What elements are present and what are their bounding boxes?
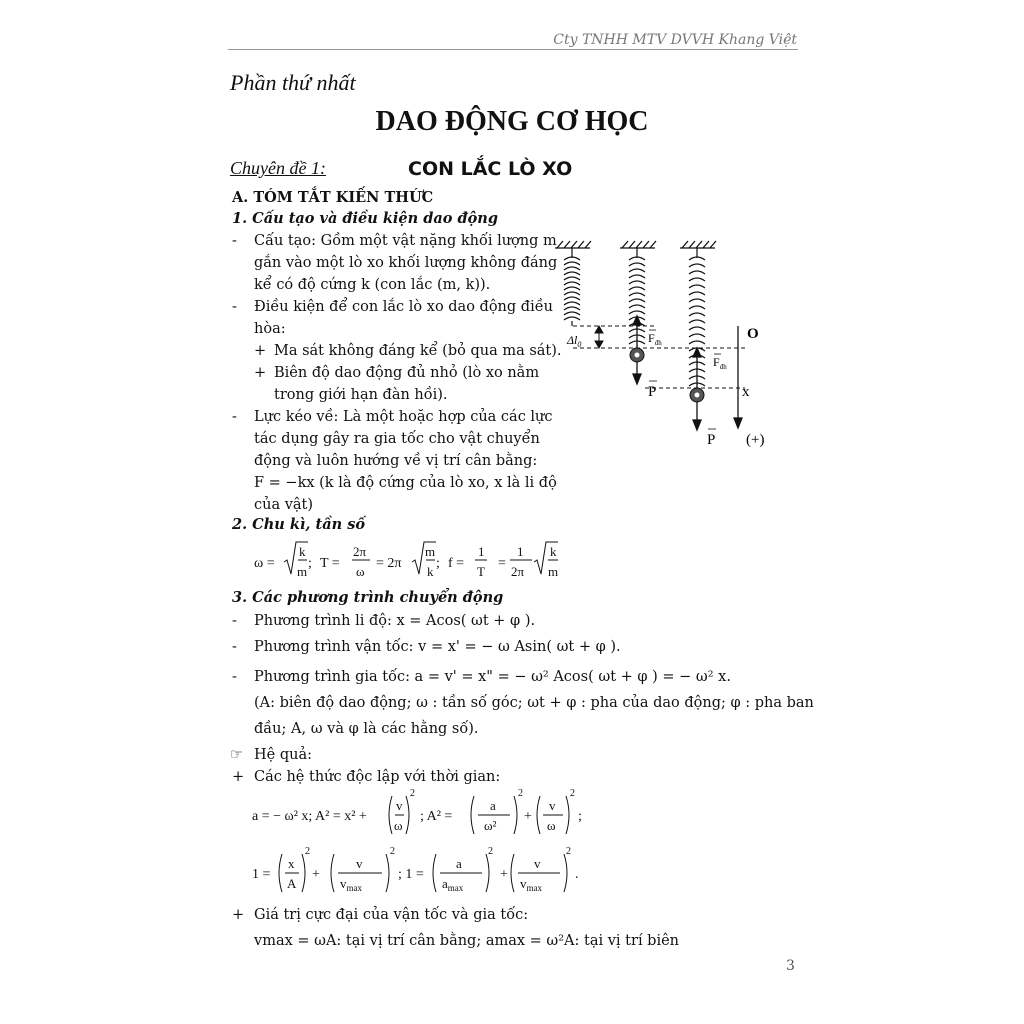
force-line-4: F = −kx (k là độ cứng của lò xo, x là li độ <box>254 475 557 491</box>
bullet-plus: + <box>232 769 245 785</box>
weight-label-2: P <box>707 432 716 448</box>
notation-line-1: (A: biên độ dao động; ω : tần số góc; ωt + φ : pha của dao động; φ : pha ban <box>254 695 814 711</box>
positive-direction-label: (+) <box>746 432 765 448</box>
svg-text:= 2π: = 2π <box>376 556 402 571</box>
svg-text:a: a <box>490 798 496 813</box>
force-line-2: tác dụng gây ra gia tốc cho vật chuyển <box>254 431 540 447</box>
bullet-plus: + <box>254 343 267 359</box>
elastic-force-label-2: $F_{đh}$ <box>713 355 727 371</box>
pointing-hand-icon: ☞ <box>230 747 243 763</box>
x-axis-label: x <box>742 384 750 400</box>
section-1-heading: 1. Cấu tạo và điều kiện dao động <box>232 210 498 227</box>
svg-text:k: k <box>427 564 434 579</box>
svg-text:a = − ω² x; A² = x² +: a = − ω² x; A² = x² + <box>252 809 367 824</box>
condition-item-1: Ma sát không đáng kể (bỏ qua ma sát). <box>274 343 562 359</box>
svg-text:2π: 2π <box>511 564 525 579</box>
svg-text:v: v <box>549 798 556 813</box>
svg-text:+: + <box>524 809 532 824</box>
svg-text:;: ; <box>308 556 312 571</box>
condition-item-3: trong giới hạn đàn hồi). <box>274 387 448 403</box>
bullet-dash: - <box>232 299 237 315</box>
svg-text:ω: ω <box>547 818 556 833</box>
svg-text:2: 2 <box>566 846 571 857</box>
svg-text:k: k <box>299 544 306 559</box>
bullet-dash: - <box>232 613 237 629</box>
bullet-dash: - <box>232 639 237 655</box>
svg-text:m: m <box>425 544 436 559</box>
svg-text:v: v <box>396 798 403 813</box>
svg-text:2: 2 <box>570 788 575 799</box>
section-3-heading: 3. Các phương trình chuyển động <box>232 589 504 606</box>
topic-label: Chuyên đề 1: <box>230 158 326 178</box>
svg-text:ω²: ω² <box>484 818 497 833</box>
condition-item-2: Biên độ dao động đủ nhỏ (lò xo nằm <box>274 365 540 381</box>
svg-text:m: m <box>548 564 559 579</box>
svg-text:2: 2 <box>410 788 415 799</box>
section-a-heading: A. TÓM TẮT KIẾN THỨC <box>232 189 434 206</box>
header-rule <box>228 49 798 50</box>
condition-line-2: hòa: <box>254 321 286 337</box>
svg-text:f =: f = <box>448 556 465 571</box>
svg-text:v: v <box>534 856 541 871</box>
svg-text:a: a <box>456 856 462 871</box>
acceleration-equation: Phương trình gia tốc: a = v' = x" = − ω² Acos( ωt + φ ) = − ω² x. <box>254 669 731 685</box>
period-frequency-formula <box>252 540 582 584</box>
svg-text:v: v <box>356 856 363 871</box>
bullet-dash: - <box>232 409 237 425</box>
svg-text:T: T <box>477 564 485 579</box>
svg-text:2: 2 <box>518 788 523 799</box>
force-line-1: Lực kéo về: Là một hoặc hợp của các lực <box>254 409 553 425</box>
max-values-line: vmax = ωA: tại vị trí cân bằng; amax = ω²A: tại vị trí biên <box>254 933 680 949</box>
part-label: Phần thứ nhất <box>230 70 356 95</box>
svg-text:.: . <box>575 867 579 882</box>
independent-relations-label: Các hệ thức độc lập với thời gian: <box>254 769 501 785</box>
page-title: DAO ĐỘNG CƠ HỌC <box>375 106 649 137</box>
svg-text:ω =: ω = <box>254 556 275 571</box>
independent-relations-formulas <box>250 788 610 900</box>
svg-text:ω: ω <box>394 818 403 833</box>
svg-text:;: ; <box>436 556 440 571</box>
max-values-label: Giá trị cực đại của vận tốc và gia tốc: <box>254 907 529 923</box>
svg-text:+: + <box>312 867 320 882</box>
svg-text:; 1 =: ; 1 = <box>398 867 424 882</box>
svg-text:k: k <box>550 544 557 559</box>
svg-text:vmax: $v_{max}$ <box>520 876 542 893</box>
bullet-dash: - <box>232 233 237 249</box>
svg-text:2: 2 <box>488 846 493 857</box>
svg-text:2: 2 <box>305 846 310 857</box>
page-number: 3 <box>786 958 795 974</box>
condition-line-1: Điều kiện để con lắc lò xo dao động điều <box>254 299 553 315</box>
svg-text:1: 1 <box>478 544 485 559</box>
svg-text:1: 1 <box>517 544 524 559</box>
force-line-5: của vật) <box>254 497 314 513</box>
svg-text:ω: ω <box>356 564 365 579</box>
svg-text:;: ; <box>578 809 582 824</box>
bullet-plus: + <box>254 365 267 381</box>
structure-line-2: gắn vào một lò xo khối lượng không đáng <box>254 255 558 271</box>
consequence-label: Hệ quả: <box>254 747 312 763</box>
svg-text:=: = <box>498 556 506 571</box>
section-2-heading: 2. Chu kì, tần số <box>232 516 366 533</box>
svg-text:; A² =: ; A² = <box>420 809 453 824</box>
elastic-force-label-1: $F_{đh}$ <box>648 331 662 347</box>
velocity-equation: Phương trình vận tốc: v = x' = − ω Asin( ωt + φ ). <box>254 639 621 655</box>
displacement-equation: Phương trình li độ: x = Acos( ωt + φ ). <box>254 613 536 629</box>
svg-text:1 =: 1 = <box>252 867 271 882</box>
force-line-3: động và luôn hướng về vị trí cân bằng: <box>254 453 538 469</box>
spring-pendulum-figure <box>545 238 805 453</box>
weight-label-1: P <box>648 384 657 400</box>
structure-line-1: Cấu tạo: Gồm một vật nặng khối lượng m <box>254 233 557 249</box>
svg-text:x: x <box>288 856 295 871</box>
notation-line-2: đầu; A, ω và φ là các hằng số). <box>254 721 479 737</box>
svg-text:T =: T = <box>320 556 340 571</box>
delta-l-label: $\Delta l_0$ <box>567 333 582 349</box>
svg-text:m: m <box>297 564 308 579</box>
svg-text:A: A <box>287 876 297 891</box>
topic-name: CON LẮC LÒ XO <box>408 158 573 180</box>
svg-text:+: + <box>500 867 508 882</box>
svg-text:amax: $a_{max}$ <box>442 876 464 893</box>
svg-text:vmax: $v_{max}$ <box>340 876 362 893</box>
publisher-header: Cty TNHH MTV DVVH Khang Việt <box>553 32 797 48</box>
structure-line-3: kể có độ cứng k (con lắc (m, k)). <box>254 277 491 293</box>
bullet-dash: - <box>232 669 237 685</box>
svg-text:2π: 2π <box>353 544 367 559</box>
bullet-plus: + <box>232 907 245 923</box>
origin-label: O <box>747 326 759 342</box>
svg-text:2: 2 <box>390 846 395 857</box>
